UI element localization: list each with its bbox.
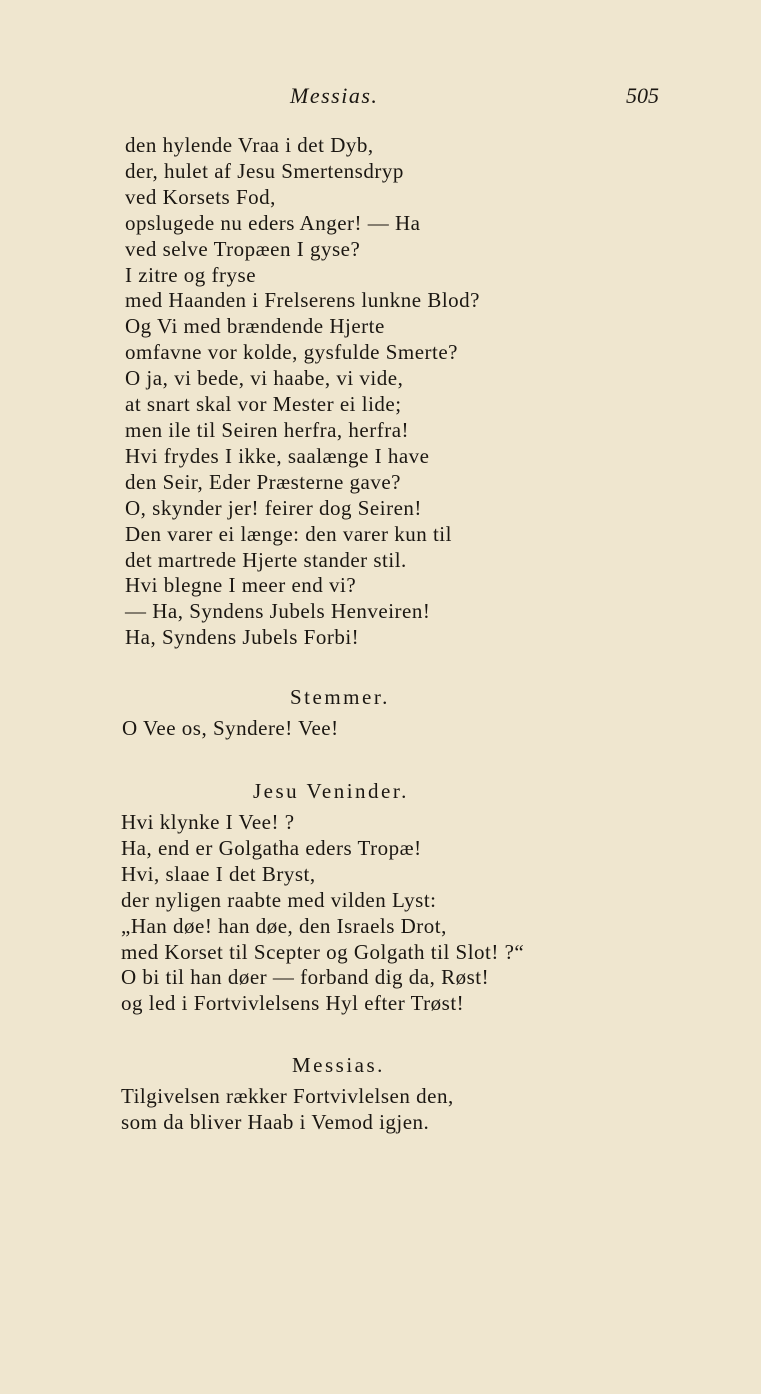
verse-line: den Seir, Eder Præsterne gave? (125, 469, 401, 494)
verse-line: opslugede nu eders Anger! — Ha (125, 210, 421, 235)
verse-line: med Korset til Scepter og Golgath til Slot! ?“ (121, 939, 525, 964)
speaker-heading-messias: Messias. (292, 1053, 385, 1077)
verse-line: det martrede Hjerte stander stil. (125, 547, 407, 572)
verse-line: at snart skal vor Mester ei lide; (125, 392, 402, 417)
verse-line: Hvi, slaae I det Bryst, (121, 861, 316, 886)
verse-line: — Ha, Syndens Jubels Henveiren! (125, 599, 431, 624)
verse-line: Ha, Syndens Jubels Forbi! (125, 625, 360, 650)
page-number: 505 (626, 83, 659, 108)
verse-line: O ja, vi bede, vi haabe, vi vide, (125, 366, 404, 391)
verse-line: og led i Fortvivlelsens Hyl efter Trøst! (121, 991, 465, 1016)
verse-line: ved selve Tropæen I gyse? (125, 236, 361, 261)
speaker-heading-jesu-veninder: Jesu Veninder. (253, 779, 409, 803)
verse-block-2 (122, 716, 339, 742)
verse-line: omfavne vor kolde, gysfulde Smerte? (125, 340, 458, 365)
verse-line: Den varer ei længe: den varer kun til (125, 521, 452, 546)
verse-line: Hvi frydes I ikke, saalænge I have (125, 443, 430, 468)
verse-line: som da bliver Haab i Vemod igjen. (121, 1109, 430, 1134)
speaker-heading-stemmer: Stemmer. (290, 685, 390, 709)
verse-block-4 (121, 1084, 454, 1136)
verse-line: men ile til Seiren herfra, herfra! (125, 417, 410, 442)
verse-line: Tilgivelsen rækker Fortvivlelsen den, (121, 1084, 454, 1108)
verse-line: der, hulet af Jesu Smertensdryp (125, 158, 404, 183)
running-header-title: Messias. (290, 83, 379, 108)
verse-line: O Vee os, Syndere! Vee! (122, 716, 339, 740)
verse-line: Og Vi med brændende Hjerte (125, 314, 385, 339)
verse-line: Hvi klynke I Vee! ? (121, 810, 295, 834)
verse-line: Hvi blegne I meer end vi? (125, 573, 357, 598)
verse-line: der nyligen raabte med vilden Lyst: (121, 887, 437, 912)
verse-line: „Han døe! han døe, den Israels Drot, (121, 913, 447, 938)
verse-line: O bi til han døer — forband dig da, Røst! (121, 965, 490, 990)
verse-block-1 (125, 133, 480, 651)
verse-line: O, skynder jer! feirer dog Seiren! (125, 495, 422, 520)
verse-line: den hylende Vraa i det Dyb, (125, 133, 374, 157)
verse-block-3 (121, 810, 524, 1017)
verse-line: ved Korsets Fod, (125, 184, 276, 209)
verse-line: Ha, end er Golgatha eders Tropæ! (121, 835, 422, 860)
verse-line: I zitre og fryse (125, 262, 257, 287)
verse-line: med Haanden i Frelserens lunkne Blod? (125, 288, 480, 313)
